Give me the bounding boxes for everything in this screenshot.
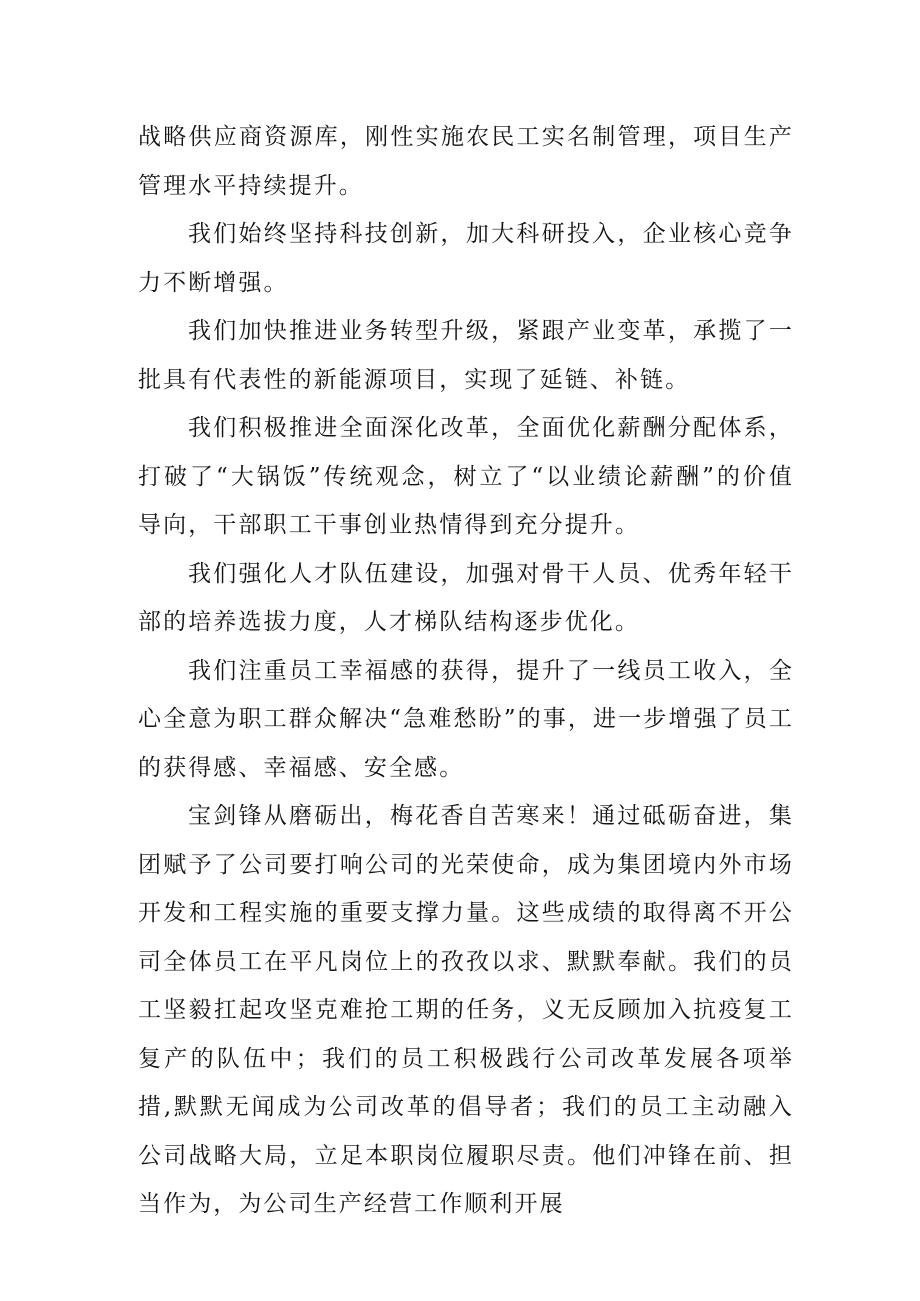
paragraph-achievements: 宝剑锋从磨砺出，梅花香自苦寒来！通过砥砺奋进，集团赋予了公司要打响公司的光荣使命，成为集团境内外市场开发和工程实施的重要支撑力量。这些成绩的取得离不开公司全体员工在平凡岗位上的孜孜以求、默默奉献。我们的员工坚毅扛起攻坚克难抢工期的任务，义无反顾加入抗疫复工复产的队伍中；我们的员工积极践行公司改革发展各项举措,默默无闻成为公司改革的倡导者；我们的员工主动融入公司战略大局，立足本职岗位履职尽责。他们冲锋在前、担当作为，为公司生产经营工作顺利开展 (138, 803, 794, 1217)
paragraph-tech-innovation: 我们始终坚持科技创新，加大科研投入，企业核心竞争力不断增强。 (138, 221, 794, 296)
document-body (138, 113, 794, 1229)
paragraph-talent-building: 我们强化人才队伍建设，加强对骨干人员、优秀年轻干部的培养选拔力度，人才梯队结构逐步优化。 (138, 560, 794, 635)
paragraph-employee-wellbeing: 我们注重员工幸福感的获得，提升了一线员工收入，全心全意为职工群众解决“急难愁盼”的事，进一步增强了员工的获得感、幸福感、安全感。 (138, 657, 794, 781)
paragraph-business-transformation: 我们加快推进业务转型升级，紧跟产业变革，承揽了一批具有代表性的新能源项目，实现了延链、补链。 (138, 318, 794, 393)
paragraph-deepening-reform: 我们积极推进全面深化改革，全面优化薪酬分配体系，打破了“大锅饭”传统观念，树立了“以业绩论薪酬”的价值导向，干部职工干事创业热情得到充分提升。 (138, 415, 794, 538)
paragraph-continued: 战略供应商资源库，刚性实施农民工实名制管理，项目生产管理水平持续提升。 (138, 124, 794, 199)
